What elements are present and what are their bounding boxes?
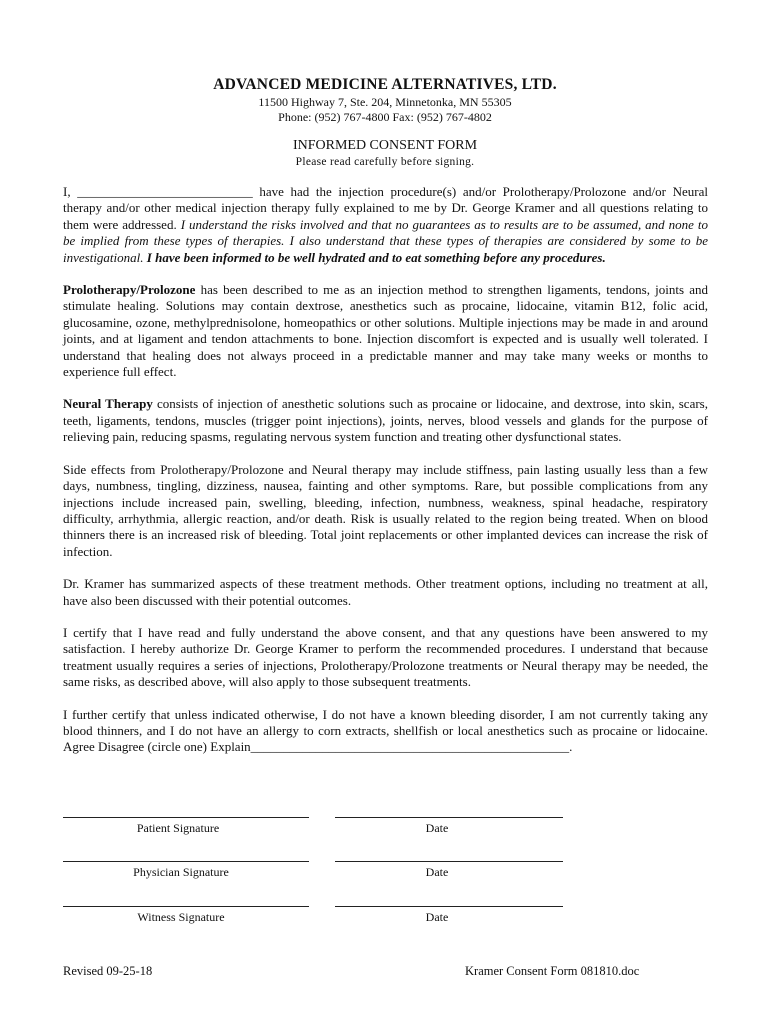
neural-therapy-text: consists of injection of anesthetic solutions such as procaine or lidocaine, and dextrose, into skin, scars, teeth, ligaments, tendons, muscles (trigger point injections), joints, nerves, blood vessels and glands for the purpose of relieving pain, reducing spasms, regulating nervous system function and treating other dysfunctional states. <box>63 396 708 445</box>
physician-signature-line[interactable] <box>63 861 309 862</box>
revision-date: Revised 09-25-18 <box>63 964 153 978</box>
patient-signature-label: Patient Signature <box>136 821 220 835</box>
witness-signature-line[interactable] <box>63 906 309 907</box>
certification-paragraph: I certify that I have read and fully understand the above consent, and that any questions have been answered to my satisfaction. I hereby authorize Dr. George Kramer to perform the recommended procedures. I understand that because treatment usually requires a series of injections, Prolotherapy/Prolozone treatments or Neural therapy may be needed, the same risks, as described above, will also apply to those subsequent treatments. <box>63 624 708 690</box>
intro-paragraph <box>63 184 708 266</box>
witness-date-line[interactable] <box>335 906 563 907</box>
witness-date-label: Date <box>425 910 449 924</box>
patient-signature-row <box>63 817 583 851</box>
consent-body <box>63 184 708 772</box>
physician-date-label: Date <box>425 865 449 879</box>
organization-name: ADVANCED MEDICINE ALTERNATIVES, LTD. <box>213 76 557 93</box>
intro-text: I, ___________________________ have had the injection procedure(s) and/or Prolotherapy/Prolozone and/or Neural therapy and/or other medical injection therapy fully explained to me by Dr. George Kramer and all questions relating to them were addressed. <box>63 184 708 232</box>
neural-therapy-paragraph <box>63 396 708 445</box>
risk-statement: I understand the risks involved and that no guarantees as to results are to be assumed, and none to be implied from these types of therapies. I also understand that these types of therapies are considered by some to be investigational. <box>63 216 709 265</box>
physician-signature-row <box>63 861 583 895</box>
form-subtitle: Please read carefully before signing. <box>295 156 475 168</box>
alternatives-paragraph: Dr. Kramer has summarized aspects of these treatment methods. Other treatment options, including no treatment at all, have also been discussed with their potential outcomes. <box>63 576 708 608</box>
physician-date-line[interactable] <box>335 861 563 862</box>
document-filename: Kramer Consent Form 081810.doc <box>465 964 640 978</box>
prolotherapy-term: Prolotherapy/Prolozone <box>63 282 196 298</box>
witness-signature-label: Witness Signature <box>137 910 225 924</box>
witness-signature-row <box>63 906 583 940</box>
physician-signature-label: Physician Signature <box>133 865 229 879</box>
patient-date-line[interactable] <box>335 817 563 818</box>
prolotherapy-paragraph <box>63 282 708 380</box>
hydration-notice: I have been informed to be well hydrated and to eat something before any procedures. <box>146 249 606 265</box>
organization-address: 11500 Highway 7, Ste. 204, Minnetonka, MN 55305 <box>258 95 512 109</box>
side-effects-paragraph: Side effects from Prolotherapy/Prolozone and Neural therapy may include stiffness, pain lasting usually less than a few days, numbness, tingling, dizziness, nausea, fainting and other symptoms. Rare, but possible complications from any injections include increased pain, swelling, bleeding, infection, numbness, weakness, spinal headache, respiratory difficulty, arrhythmia, allergic reaction, and/or death. Risk is usually related to the region being treated. When on blood thinners there is an increased risk of bleeding. Total joint replacements or other implanted devices can increase the risk of infection. <box>63 461 708 559</box>
prolotherapy-text: has been described to me as an injection method to strengthen ligaments, tendons, joints and stimulate healing. Solutions may contain dextrose, anesthetics such as procaine, lidocaine, vitamin B12, folic acid, glucosamine, ozone, methylprednisolone, homeopathics or other solutions. Multiple injections may be made in and around joints, and at ligament and tendon attachments to bone. Injection discomfort is expected and is usually well tolerated. I understand that healing does not always proceed in a predictable manner and may take many weeks or months to experience full effect. <box>63 282 708 380</box>
neural-therapy-term: Neural Therapy <box>63 396 153 412</box>
patient-date-label: Date <box>425 821 449 835</box>
allergy-certification-paragraph: I further certify that unless indicated otherwise, I do not have a known bleeding disorder, I am not currently taking any blood thinners, and I do not have an allergy to corn extracts, shellfish or local anesthetics such as procaine or lidocaine. Agree Disagree (circle one) Explain_________________________________________________. <box>63 706 708 755</box>
form-title: INFORMED CONSENT FORM <box>292 138 478 153</box>
patient-signature-line[interactable] <box>63 817 309 818</box>
organization-phone-fax: Phone: (952) 767-4800 Fax: (952) 767-4802 <box>278 110 492 124</box>
